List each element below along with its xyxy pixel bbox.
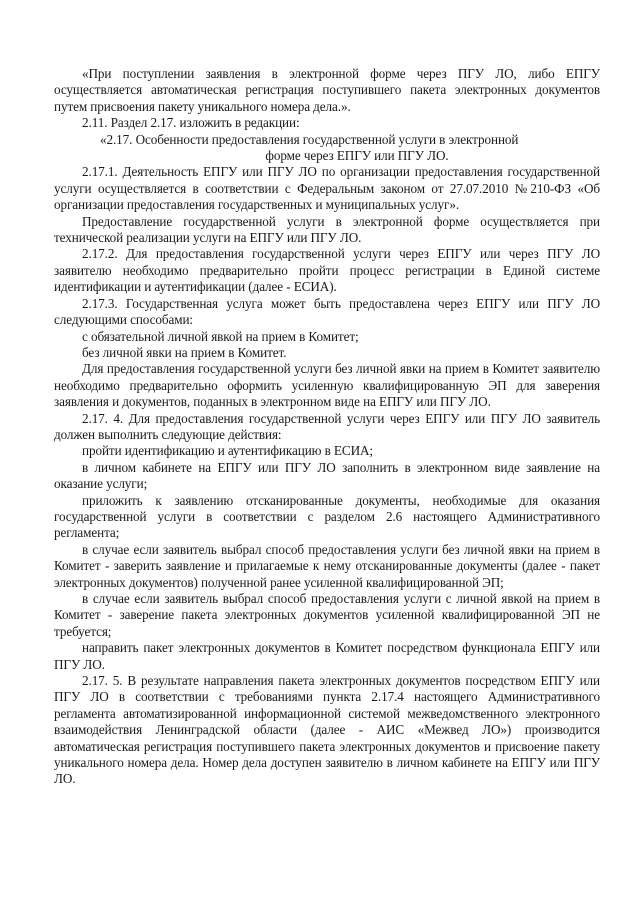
list-item-attach-documents: приложить к заявлению отсканированные документы, необходимые для оказания государственной услуги в соответствии с разделом 2.6 настоящего Административного регламента; — [54, 492, 600, 541]
paragraph-qualified-signature: Для предоставления государственной услуги без личной явки на прием в Комитет заявителю необходимо предварительно оформить усиленную квалифицированную ЭП для заверения заявления и документов, поданных в электронном виде на ЕПГУ или ПГУ ЛО. — [54, 361, 600, 410]
list-item-identification: пройти идентификацию и аутентификацию в ЕСИА; — [82, 443, 373, 459]
list-item-fill-form: в личном кабинете на ЕПГУ или ПГУ ЛО заполнить в электронном виде заявление на оказание услуги; — [54, 459, 600, 492]
paragraph-2-17-3: 2.17.3. Государственная услуга может быть предоставлена через ЕПГУ или ПГУ ЛО следующими способами: — [54, 295, 600, 328]
list-item-with-visit: с обязательной личной явкой на прием в Комитет; — [82, 328, 359, 344]
list-item-without-visit: без личной явки на прием в Комитет. — [82, 344, 287, 360]
paragraph-2-17-5: 2.17. 5. В результате направления пакета электронных документов посредством ЕПГУ или ПГУ ЛО в соответствии с требованиями пункта 2.17.4 настоящего Административного регламента автоматизированной информационной системой межведомственного электронного взаимодействия Ленинградской области (далее - АИС «Межвед ЛО») производится автоматическая регистрация поступившего пакета электронных документов и присвоение пакету уникального номера дела. Номер дела доступен заявителю в личном кабинете на ЕПГУ или ПГУ ЛО. — [54, 673, 600, 787]
list-item-send-package: направить пакет электронных документов в Комитет посредством функционала ЕПГУ или ПГУ ЛО. — [54, 640, 600, 672]
section-heading-2-17-line2: форме через ЕПГУ или ПГУ ЛО. — [265, 148, 449, 164]
paragraph-intro-quote: «При поступлении заявления в электронной форме через ПГУ ЛО, либо ЕПГУ осуществляется автоматическая регистрация поступившего пакета электронных документов путем присвоения пакету уникального номера дела.». — [54, 66, 600, 114]
list-item-certify-without-visit: в случае если заявитель выбрал способ предоставления услуги без личной явки на прием в Комитет - заверить заявление и прилагаемые к нему отсканированные документы (далее - пакет электронных документов) полученной ранее усиленной квалифицированной ЭП; — [54, 541, 600, 590]
paragraph-2-17-4: 2.17. 4. Для предоставления государственной услуги через ЕПГУ или ПГУ ЛО заявитель должен выполнить следующие действия: — [54, 410, 600, 442]
paragraph-2-17-2: 2.17.2. Для предоставления государственной услуги через ЕПГУ или через ПГУ ЛО заявителю необходимо предварительно пройти процесс регистрации в Единой системе идентификации и аутентификации (далее - ЕСИА). — [54, 246, 600, 295]
paragraph-2-17-1: 2.17.1. Деятельность ЕПГУ или ПГУ ЛО по организации предоставления государственной услуги осуществляется в соответствии с Федеральным законом от 27.07.2010 №210-ФЗ «Об организации предоставления государственных и муниципальных услуг». — [54, 164, 600, 213]
section-heading-2-17-line1: «2.17. Особенности предоставления государственной услуги в электронной — [100, 131, 519, 147]
document-page — [54, 66, 600, 788]
list-item-certify-with-visit: в случае если заявитель выбрал способ предоставления услуги с личной явкой на прием в Комитет - заверение пакета электронных документов усиленной квалифицированной ЭП не требуется; — [54, 591, 600, 639]
paragraph-section-2-11: 2.11. Раздел 2.17. изложить в редакции: — [82, 115, 300, 131]
paragraph-electronic-form: Предоставление государственной услуги в электронной форме осуществляется при технической реализации услуги на ЕПГУ или ПГУ ЛО. — [54, 213, 600, 246]
